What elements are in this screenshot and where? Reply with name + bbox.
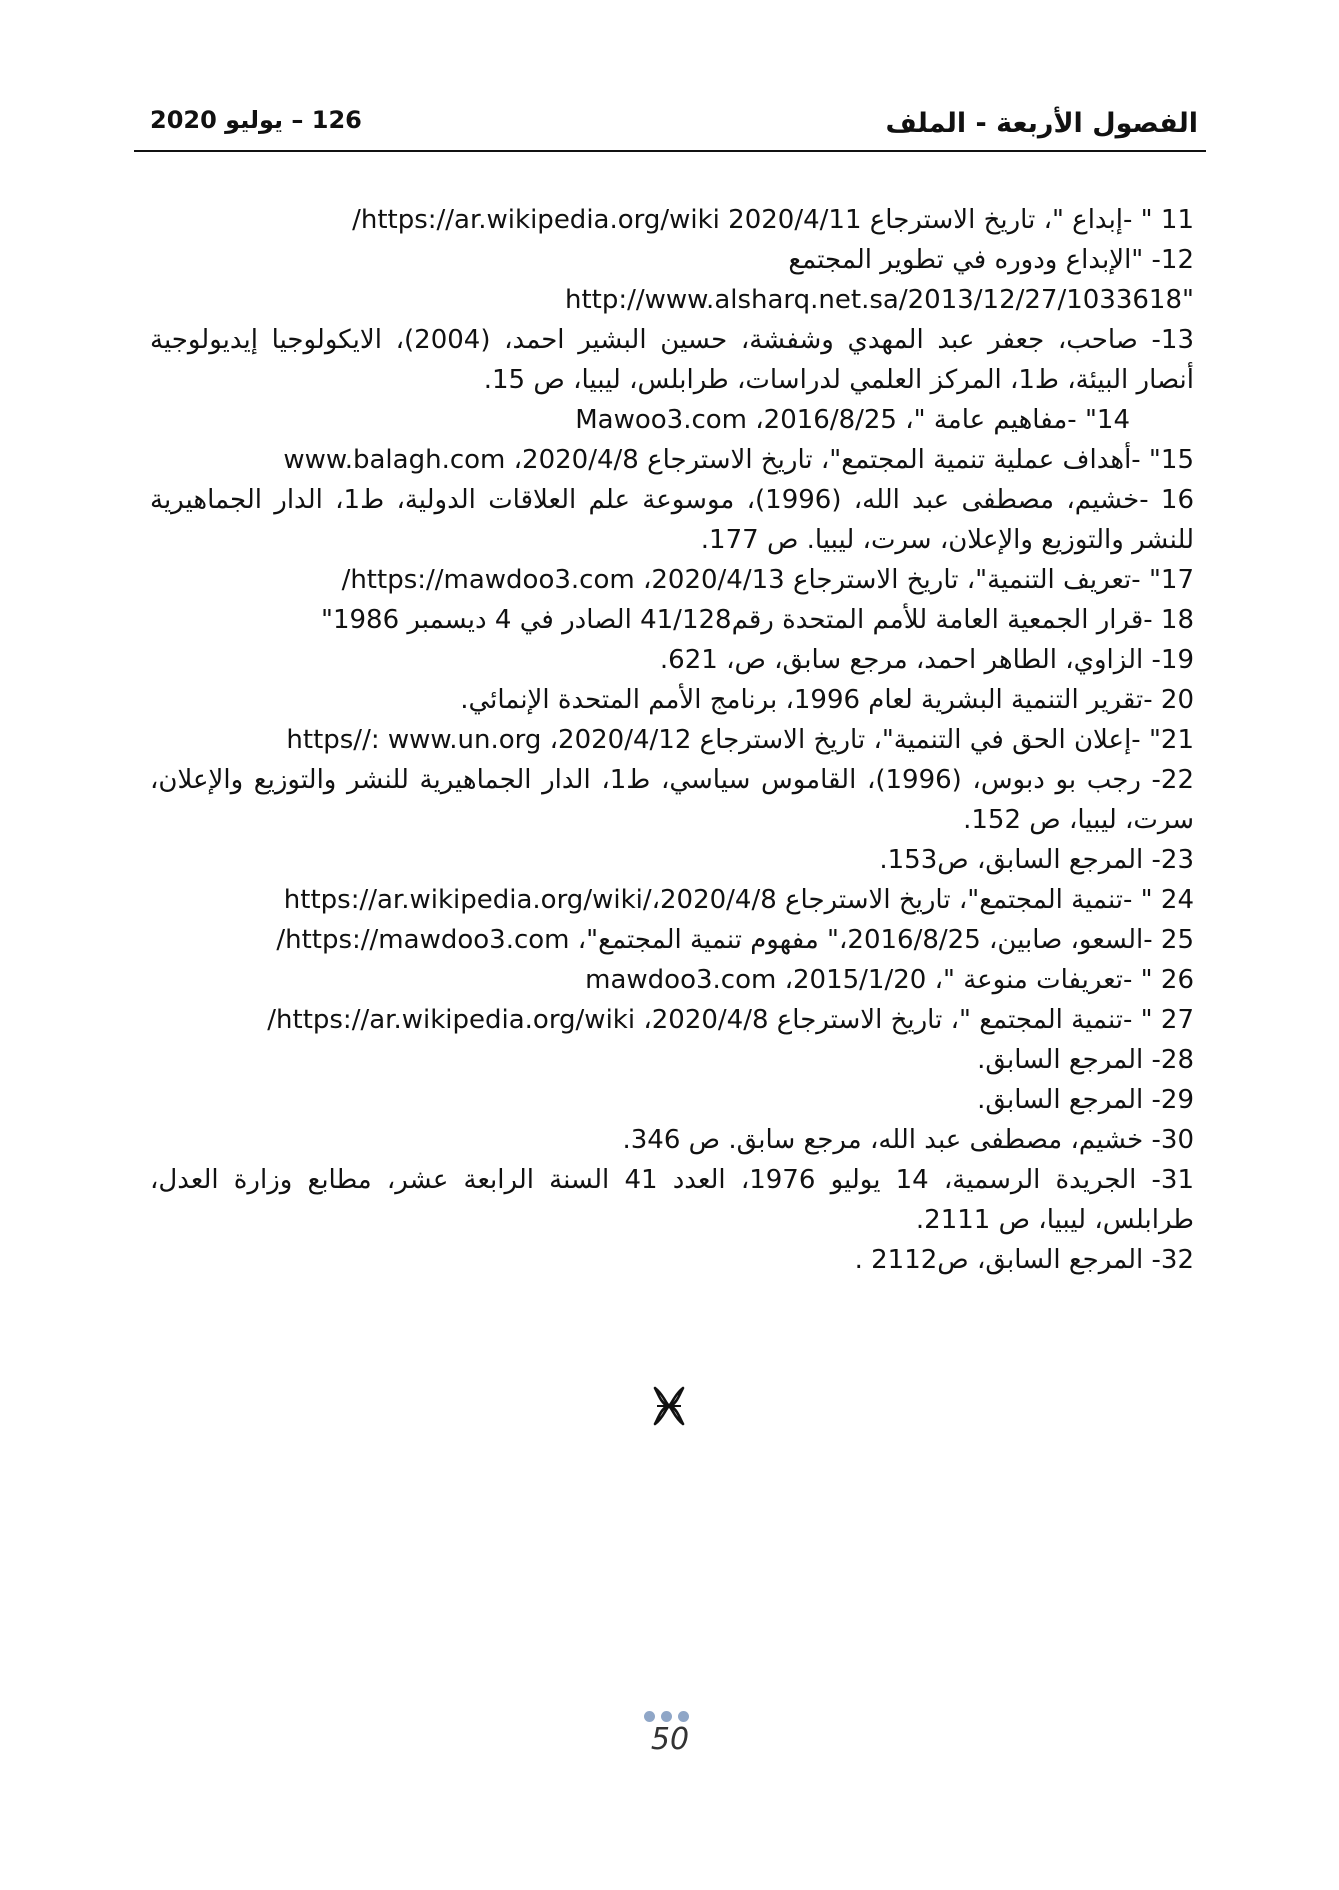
footnote-15: 15" -أهداف عملية تنمية المجتمع"، تاريخ الاسترجاع 2020/4/8، www.balagh.com — [283, 445, 1194, 475]
issue-info: 126 – يوليو 2020 — [150, 106, 362, 134]
footnote-12-url: "http://www.alsharq.net.sa/2013/12/27/1033618 — [565, 285, 1194, 315]
footnote-11: 11 " -إبداع "، تاريخ الاسترجاع 2020/4/11 https://ar.wikipedia.org/wiki/ — [352, 205, 1194, 235]
footnote-21: 21" -إعلان الحق في التنمية"، تاريخ الاسترجاع 2020/4/12، https//: www.un.org — [286, 725, 1194, 755]
footnote-16: 16 -خشيم، مصطفى عبد الله، (1996)، موسوعة علم العلاقات الدولية، ط1، الدار الجماهيرية للنشر والتوزيع والإعلان، سرت، ليبيا. ص 177. — [150, 485, 1195, 555]
footnote-31: 31- الجريدة الرسمية، 14 يوليو 1976، العدد 41 السنة الرابعة عشر، مطابع وزارة العدل، طرابلس، ليبيا، ص 2111. — [150, 1165, 1194, 1235]
footnote-25: 25 -السعو، صابين، 2016/8/25،" مفهوم تنمية المجتمع"، https://mawdoo3.com/ — [276, 925, 1194, 955]
section-end-ornament-icon — [649, 1384, 689, 1428]
footnote-14: 14" -مفاهيم عامة "، 2016/8/25، Mawoo3.com — [575, 405, 1130, 435]
page-header — [134, 100, 1206, 152]
footnote-28: 28- المرجع السابق. — [977, 1045, 1194, 1075]
footnote-30: 30- خشيم، مصطفى عبد الله، مرجع سابق. ص 346. — [622, 1125, 1194, 1155]
footnote-22: 22- رجب بو دبوس، (1996)، القاموس سياسي، ط1، الدار الجماهيرية للنشر والتوزيع والإعلان، سرت، ليبيا، ص 152. — [150, 765, 1195, 835]
footnotes-list — [150, 200, 1194, 1280]
footnote-27: 27 " -تنمية المجتمع "، تاريخ الاسترجاع 2020/4/8، https://ar.wikipedia.org/wiki/ — [267, 1005, 1194, 1035]
footnote-13: 13- صاحب، جعفر عبد المهدي وشفشة، حسين البشير احمد، (2004)، الايكولوجيا إيديولوجية أنصار البيئة، ط1، المركز العلمي لدراسات، طرابلس، ليبيا، ص 15. — [150, 325, 1194, 395]
footnote-17: 17" -تعريف التنمية"، تاريخ الاسترجاع 2020/4/13، https://mawdoo3.com/ — [341, 565, 1194, 595]
footnote-26: 26 " -تعريفات منوعة "، 2015/1/20، mawdoo3.com — [585, 965, 1194, 995]
footnote-24: 24 " -تنمية المجتمع"، تاريخ الاسترجاع 2020/4/8،/https://ar.wikipedia.org/wiki — [283, 885, 1194, 915]
page-dots-ornament — [644, 1707, 698, 1721]
footnote-19: 19- الزاوي، الطاهر احمد، مرجع سابق، ص، 621. — [659, 645, 1194, 675]
journal-title: الفصول الأربعة - الملف — [885, 108, 1198, 139]
dot-icon — [644, 1711, 655, 1722]
dot-icon — [678, 1711, 689, 1722]
footnote-18: 18 -قرار الجمعية العامة للأمم المتحدة رقم41/128 الصادر في 4 ديسمبر 1986" — [320, 605, 1194, 635]
footnote-12: 12- "الإبداع ودوره في تطوير المجتمع — [788, 245, 1194, 275]
footnote-29: 29- المرجع السابق. — [977, 1085, 1194, 1115]
footnote-23: 23- المرجع السابق، ص153. — [879, 845, 1194, 875]
page-number: 50 — [650, 1722, 690, 1757]
dot-icon — [661, 1711, 672, 1722]
footnote-20: 20 -تقرير التنمية البشرية لعام 1996، برنامج الأمم المتحدة الإنمائي. — [460, 685, 1194, 715]
footnote-32: 32- المرجع السابق، ص2112 . — [854, 1245, 1194, 1275]
